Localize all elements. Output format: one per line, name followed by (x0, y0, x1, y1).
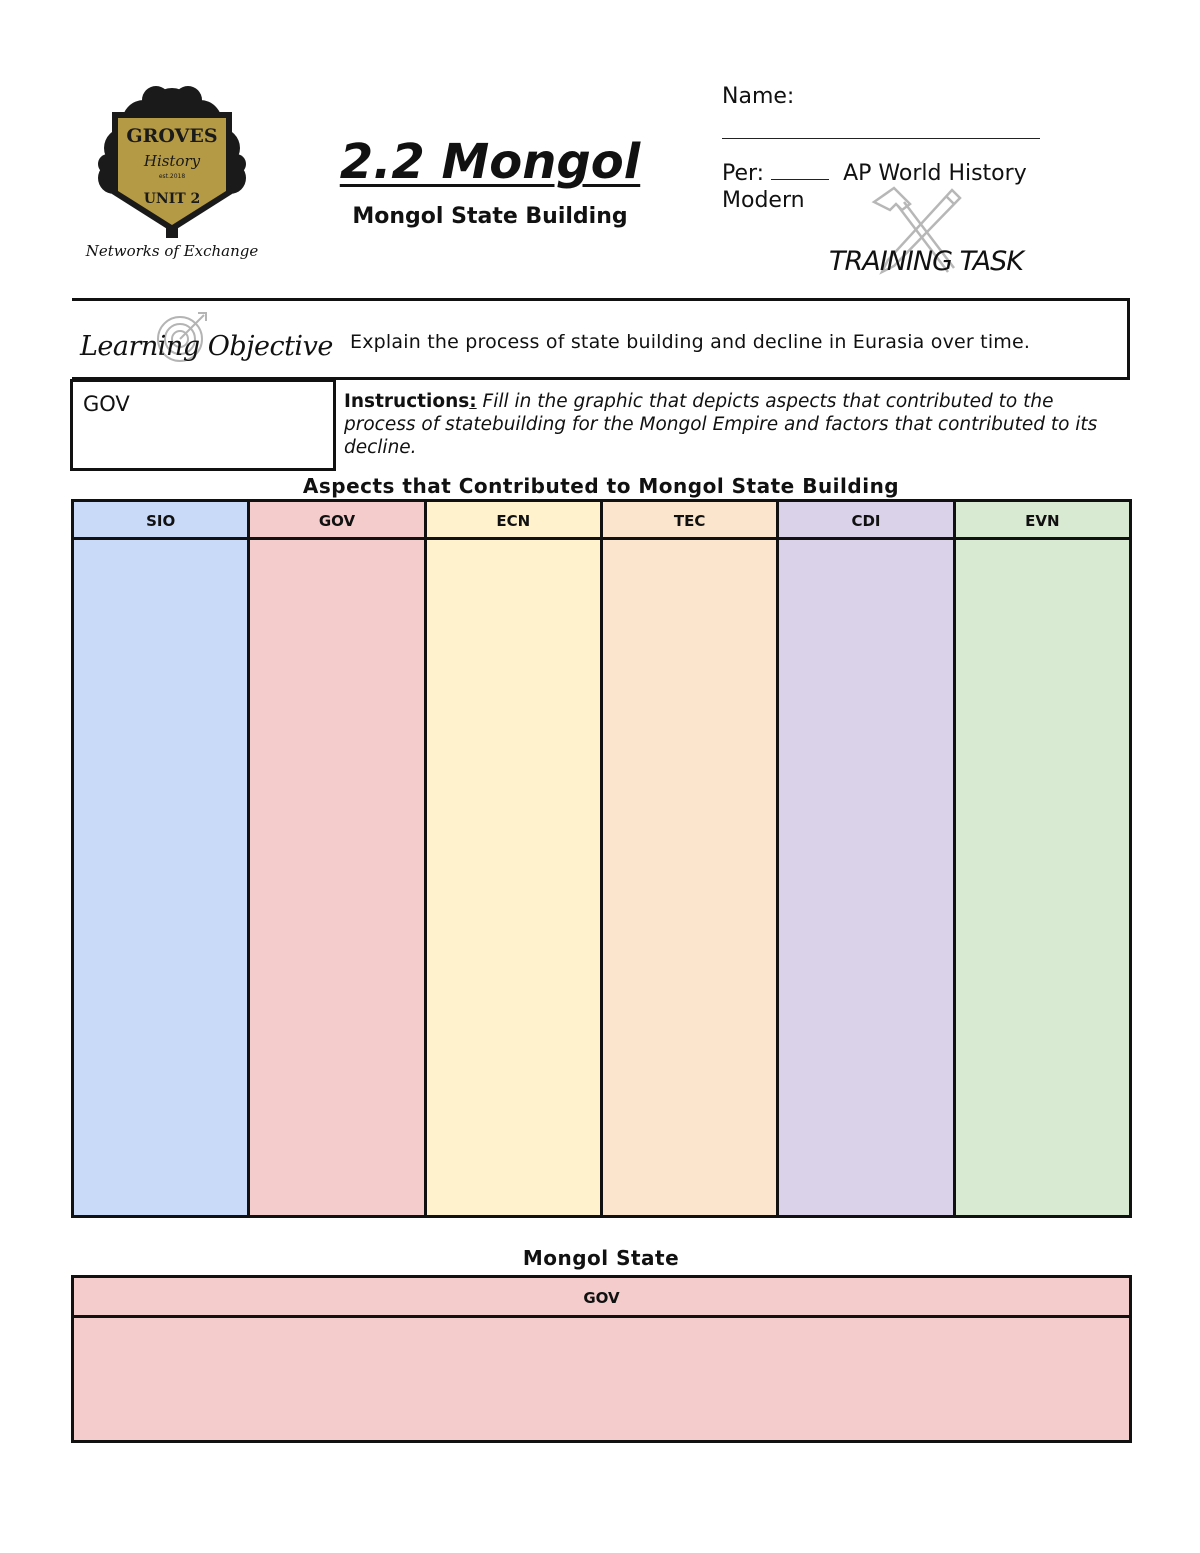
mongol-state-table (71, 1275, 1132, 1443)
learning-objective-text: Explain the process of state building and decline in Eurasia over time. (350, 331, 1031, 353)
column-fill-area[interactable] (250, 540, 423, 1215)
state-column-header: GOV (74, 1278, 1129, 1318)
logo-script: History (143, 152, 201, 170)
learning-objective-label: Learning Objective (80, 331, 333, 362)
training-task-label: TRAINING TASK (829, 246, 1023, 277)
groves-history-logo (84, 82, 260, 272)
aspect-column-evn (956, 502, 1129, 1215)
mongol-state-title: Mongol State (522, 1246, 680, 1270)
period-field[interactable] (771, 160, 829, 180)
column-fill-area[interactable] (427, 540, 600, 1215)
student-info (722, 84, 1062, 213)
name-label: Name: (722, 84, 795, 109)
instructions-label: Instructions (344, 391, 470, 412)
course-name-line2: Modern (722, 188, 805, 213)
aspect-column-tec (603, 502, 779, 1215)
column-fill-area[interactable] (779, 540, 952, 1215)
instructions-colon: : (469, 391, 477, 412)
column-header: GOV (250, 502, 423, 540)
training-task-badge (816, 180, 1036, 290)
shield-logo-icon (84, 82, 260, 242)
aspect-column-gov (250, 502, 426, 1215)
page-title: 2.2 Mongol (339, 134, 641, 190)
name-field[interactable] (722, 138, 1040, 139)
aspect-column-cdi (779, 502, 955, 1215)
instructions (344, 390, 1124, 459)
aspects-table (71, 499, 1132, 1218)
title-block (300, 132, 680, 229)
hammer-icon (874, 188, 910, 210)
per-label: Per: (722, 161, 765, 186)
page-subtitle: Mongol State Building (352, 204, 628, 229)
logo-tagline: Networks of Exchange (85, 242, 259, 260)
logo-est: est.2018 (158, 173, 186, 180)
column-fill-area[interactable] (603, 540, 776, 1215)
theme-code-box: GOV (70, 379, 336, 471)
column-header: EVN (956, 502, 1129, 540)
course-name-line1: AP World History (843, 161, 1027, 186)
aspects-table-title: Aspects that Contributed to Mongol State Building (302, 474, 900, 498)
instructions-text: Fill in the graphic that depicts aspects that contributed to the process of statebuilding for the Mongol Empire and factors that contributed to its decline. (344, 391, 1098, 458)
aspect-column-sio (74, 502, 250, 1215)
column-header: CDI (779, 502, 952, 540)
column-fill-area[interactable] (956, 540, 1129, 1215)
column-header: SIO (74, 502, 247, 540)
column-fill-area[interactable] (74, 540, 247, 1215)
logo-unit: UNIT 2 (143, 191, 201, 207)
column-header: TEC (603, 502, 776, 540)
aspect-column-ecn (427, 502, 603, 1215)
logo-name: GROVES (126, 125, 218, 147)
column-header: ECN (427, 502, 600, 540)
learning-objective-box (72, 298, 1130, 380)
